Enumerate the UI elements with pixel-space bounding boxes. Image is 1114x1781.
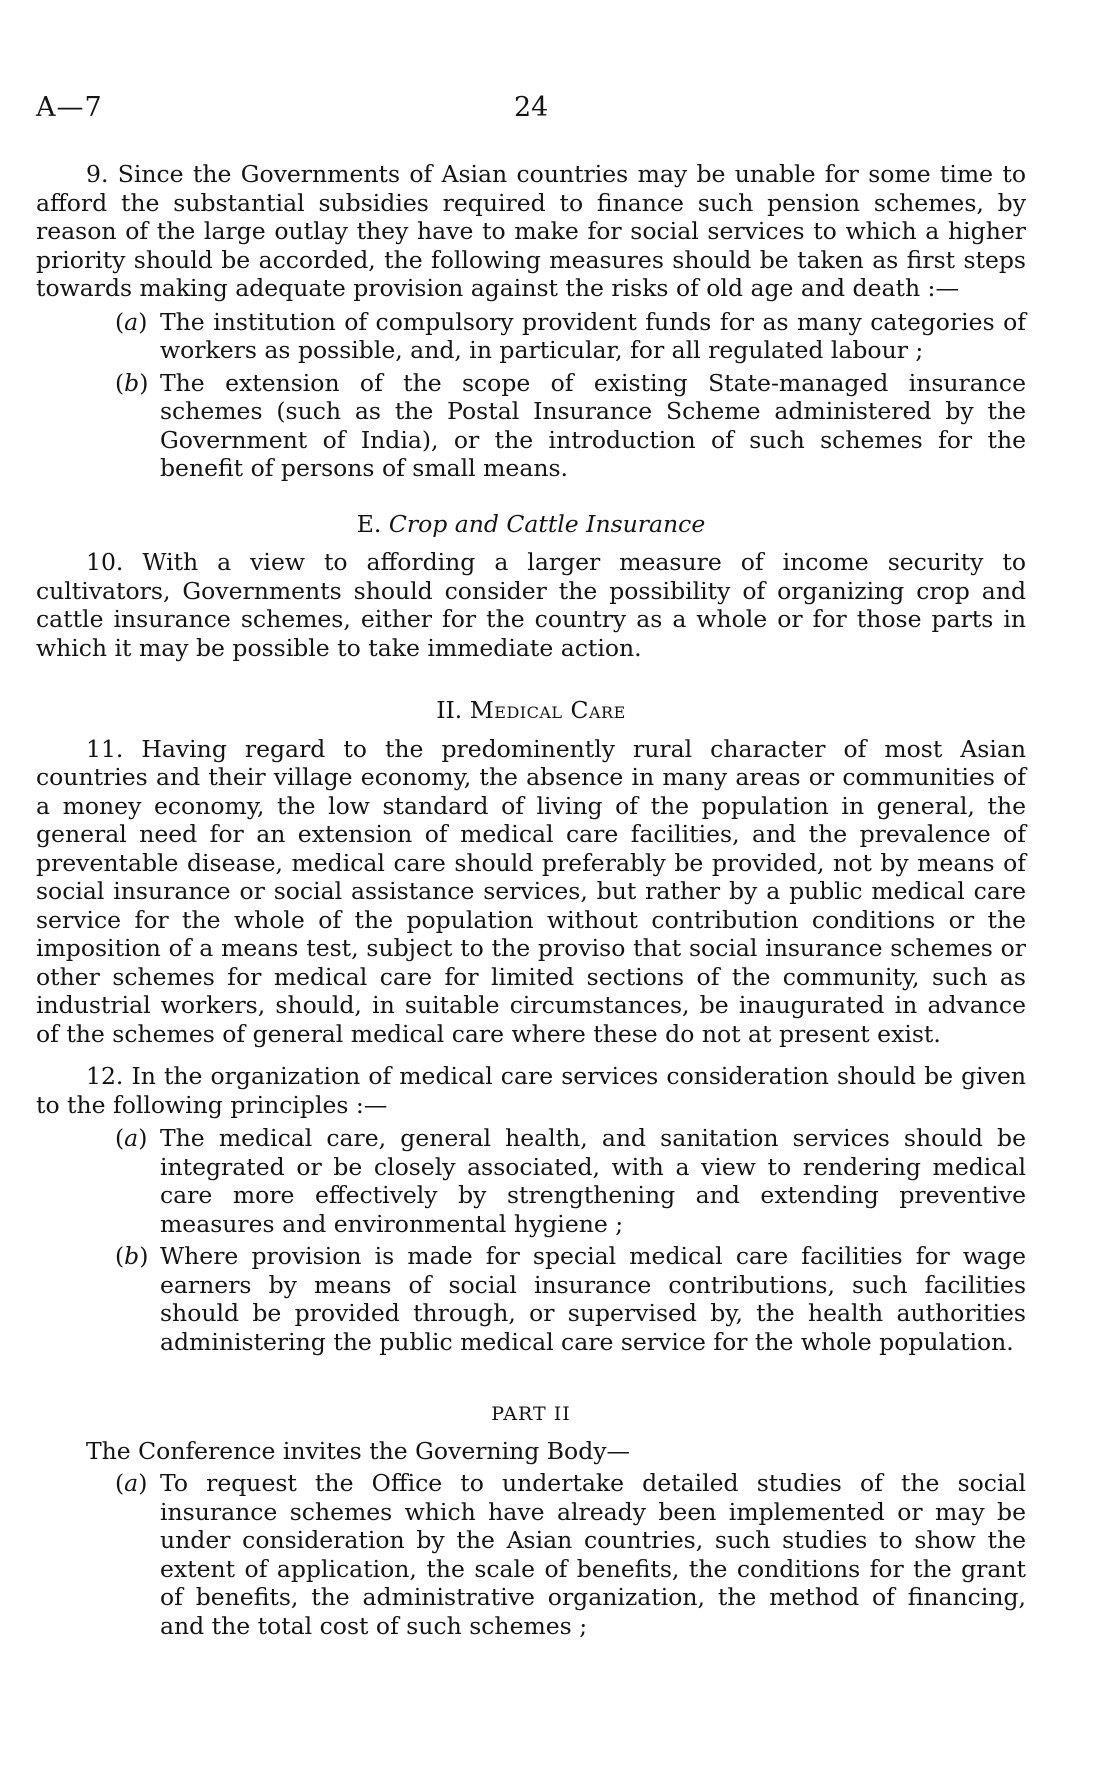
paragraph-10: 10. With a view to affording a larger measure of income security to cultivators, Governments should consider the possibility of organizing crop and cattle insurance schemes, either for the country as a whole or for those parts in which it may be possible to take immediate action. — [36, 548, 1026, 662]
item-text: The extension of the scope of existing State-managed insurance schemes (such as the Postal Insurance Scheme administered by the Government of India), or the introduction of such schemes for the benefit of persons of small means. — [160, 368, 1026, 482]
item-label: (b) — [115, 1242, 149, 1270]
section-heading-e — [36, 510, 1026, 539]
item-label: (a) — [115, 1124, 148, 1152]
item-text: Where provision is made for special medical care facilities for wage earners by means of social insurance contributions, such facilities should be provided through, or supervised by, the health authorities administering the public medical care service for the whole population. — [160, 1242, 1026, 1356]
item-text: To request the Office to undertake detailed studies of the social insurance schemes which have already been implemented or may be under consideration by the Asian countries, such studies to show the extent of application, the scale of benefits, the conditions for the grant of benefits, the administrative organization, the method of financing, and the total cost of such schemes ; — [160, 1469, 1026, 1640]
item-label: (b) — [115, 368, 149, 397]
page-number: 24 — [514, 92, 549, 123]
item-text: The medical care, general health, and sanitation services should be integrated or be closely associated, with a view to rendering medical care more effectively by strengthening and extending preventive measures and environmental hygiene ; — [160, 1124, 1026, 1238]
heading-title: Crop and Cattle Insurance — [388, 509, 706, 538]
item-label: (a) — [115, 1469, 148, 1497]
section-heading-ii — [36, 696, 1026, 725]
item-text: The institution of compulsory provident funds for as many categories of workers as possible, and, in particular, for all regulated labour ; — [160, 307, 1026, 364]
paragraph-12-item-a — [33, 1124, 1026, 1238]
paragraph-12-item-b — [33, 1242, 1026, 1356]
heading-prefix: II. — [436, 696, 463, 724]
heading-title: Medical Care — [469, 696, 626, 724]
paragraph-9-item-a — [33, 308, 1026, 365]
page-body — [36, 160, 1026, 1640]
paragraph-9: 9. Since the Governments of Asian countries may be unable for some time to afford the substantial subsidies required to finance such pension schemes, by reason of the large outlay they have to make for social services to which a higher priority should be accorded, the following measures should be taken as first steps towards making adequate provision against the risks of old age and death :— — [36, 160, 1026, 302]
document-reference: A—7 — [36, 92, 103, 123]
part-ii-item-a — [33, 1469, 1026, 1640]
paragraph-9-item-b — [33, 369, 1026, 483]
item-label: (a) — [115, 307, 148, 336]
part-intro: The Conference invites the Governing Body— — [86, 1436, 631, 1465]
part-heading: PART II — [491, 1403, 571, 1425]
paragraph-11: 11. Having regard to the predominently rural character of most Asian countries and their village economy, the absence in many areas or communities of a money economy, the low standard of living of the population in general, the general need for an extension of medical care facilities, and the prevalence of preventable disease, medical care should preferably be provided, not by means of social insurance or social assistance services, but rather by a public medical care service for the whole of the population without contribution conditions or the imposition of a means test, subject to the proviso that social insurance schemes or other schemes for medical care for limited sections of the community, such as industrial workers, should, in suitable circumstances, be inaugurated in advance of the schemes of general medical care where these do not at present exist. — [36, 734, 1026, 1048]
heading-prefix: E. — [356, 509, 382, 538]
paragraph-12: 12. In the organization of medical care services consideration should be given to the following principles :— — [36, 1062, 1026, 1119]
